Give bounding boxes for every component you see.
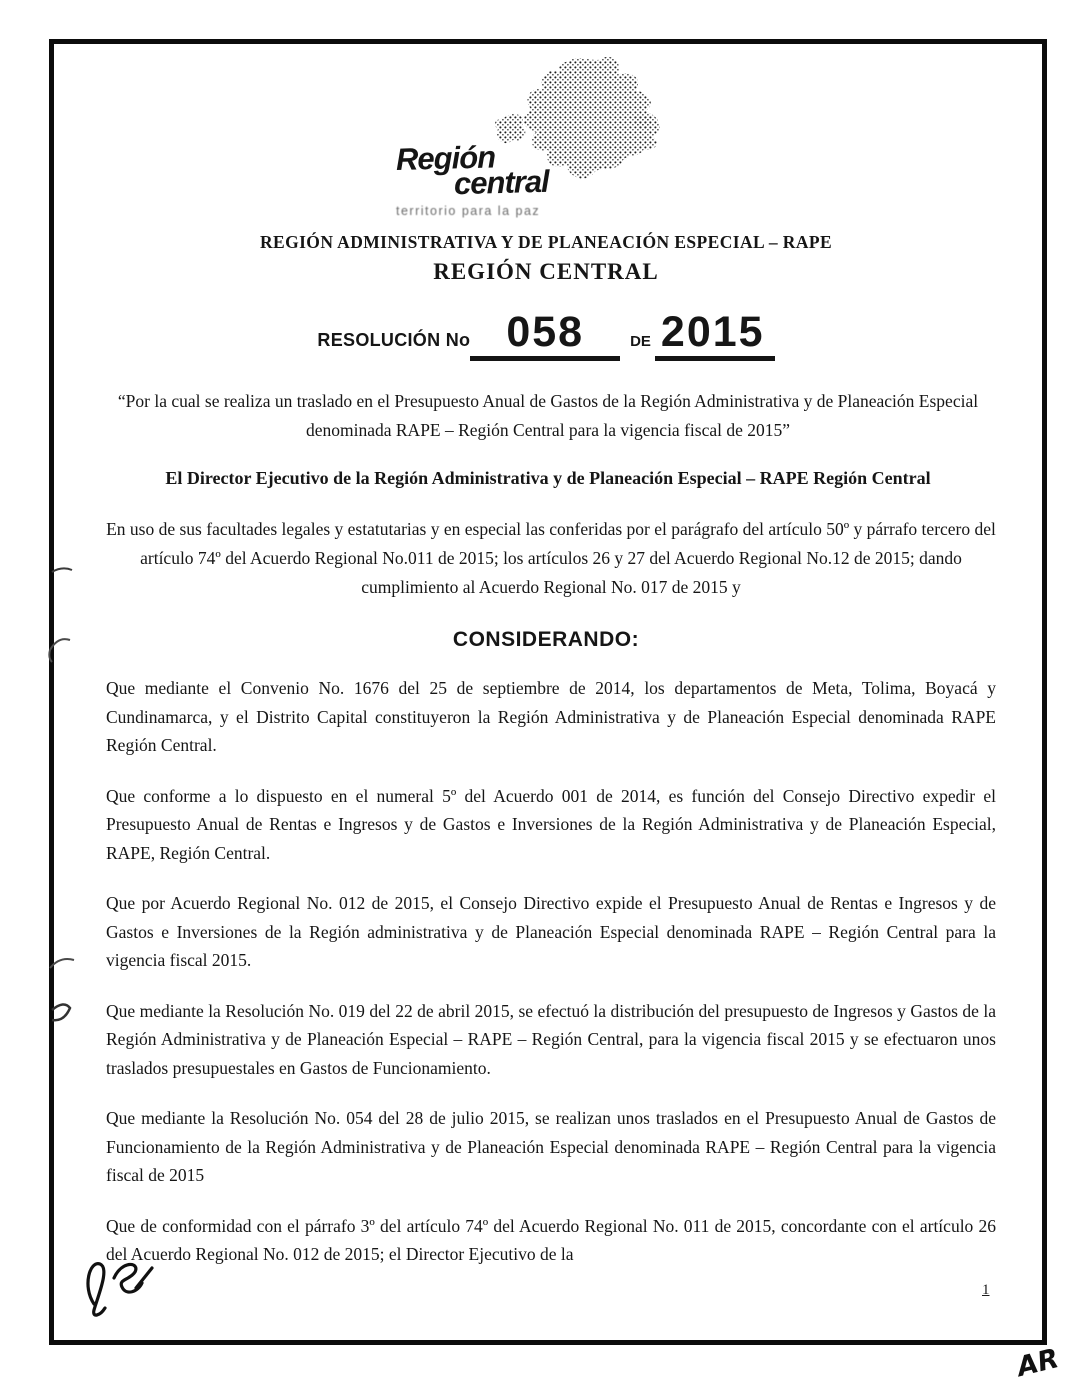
- resolution-number: 058: [470, 311, 620, 361]
- considerando-heading: CONSIDERANDO:: [452, 628, 640, 651]
- considerando-paragraph-1: Que mediante el Convenio No. 1676 del 25 de septiembre de 2014, los departamentos de Meta, Tolima, Boyacá y Cundinamarca, y el Distrito Capital constituyeron la Región Administrativa y de Planeación Especial denominada RAPE Región Central.: [106, 678, 996, 755]
- logo-tagline: territorio para la paz: [396, 204, 541, 218]
- resolution-connector: DE: [630, 333, 651, 350]
- considerando-paragraph-5: Que mediante la Resolución No. 054 del 28 de julio 2015, se realizan unos traslados en el Presupuesto Anual de Gastos de Funcionamiento de la Región Administrativa y de Planeación Especial denominada RAPE – Región Central para la vigencia fiscal de 2015: [106, 1108, 996, 1185]
- resolution-subject: “Por la cual se realiza un traslado en el Presupuesto Anual de Gastos de la Región Administrativa y de Planeación Especial denominada RAPE – Región Central para la vigencia fiscal de 2015”: [117, 391, 979, 440]
- letterhead: [106, 232, 986, 285]
- region-central-logo: [386, 56, 706, 216]
- entity-name-line: REGIÓN ADMINISTRATIVA Y DE PLANEACIÓN ESPECIAL – RAPE: [259, 232, 833, 252]
- resolution-number-row: [106, 308, 986, 361]
- document-content: [54, 44, 1042, 1269]
- entity-region-line: REGIÓN CENTRAL: [433, 259, 659, 284]
- document-border-frame: [49, 39, 1047, 1345]
- logo-word-central: central: [453, 163, 550, 202]
- corner-initials-mark: [1008, 1332, 1080, 1383]
- considerando-paragraph-6: Que de conformidad con el párrafo 3º del artículo 74º del Acuerdo Regional No. 011 de 2015, concordante con el artículo 26 del Acuerdo Regional No. 012 de 2015; el Director Ejecutivo de la: [106, 1215, 996, 1264]
- considerando-paragraph-3: Que por Acuerdo Regional No. 012 de 2015, el Consejo Directivo expide el Presupuesto Anual de Rentas e Ingresos y de Gastos e Inversiones de la Región administrativa y de Planeación Especial denominada RAPE – Región Central para la vigencia fiscal 2015.: [106, 893, 996, 970]
- logo-word-region: Región: [395, 139, 496, 177]
- issuing-authority: El Director Ejecutivo de la Región Administrativa y de Planeación Especial – RAPE Región Central: [165, 468, 931, 488]
- considerando-paragraph-2: Que conforme a lo dispuesto en el numeral 5º del Acuerdo 001 de 2014, es función del Consejo Directivo expedir el Presupuesto Anual de Rentas e Ingresos y de Gastos e Inversiones de la Región Administrativa y de Planeación Especial, RAPE, Región Central.: [106, 785, 996, 863]
- logo-wordmark: [395, 139, 550, 218]
- page-number: 1: [982, 1282, 990, 1298]
- legal-preamble: En uso de sus facultades legales y estatutarias y en especial las conferidas por el parágrafo del artículo 50º y párrafo tercero del artículo 74º del Acuerdo Regional No.011 de 2015; los artículos 26 y 27 del Acuerdo Regional No.12 de 2015; dando cumplimiento al Acuerdo Regional No. 017 de 2015 y: [106, 519, 996, 597]
- corner-initials-text: AR: [1013, 1343, 1062, 1383]
- resolution-year: 2015: [655, 311, 775, 361]
- handwritten-initials-squiggle: [78, 1252, 168, 1324]
- resolution-label: RESOLUCIÓN No: [317, 330, 471, 350]
- considerando-paragraph-4: Que mediante la Resolución No. 019 del 22 de abril 2015, se efectuó la distribución del presupuesto de Ingresos y Gastos de la Región Administrativa y de Planeación Especial – RAPE – Región Central, para la vigencia fiscal 2015 y se efectuaron unos traslados presupuestales en Gastos de Funcionamiento.: [106, 1000, 996, 1078]
- scan-edge-artifacts: [38, 540, 98, 1040]
